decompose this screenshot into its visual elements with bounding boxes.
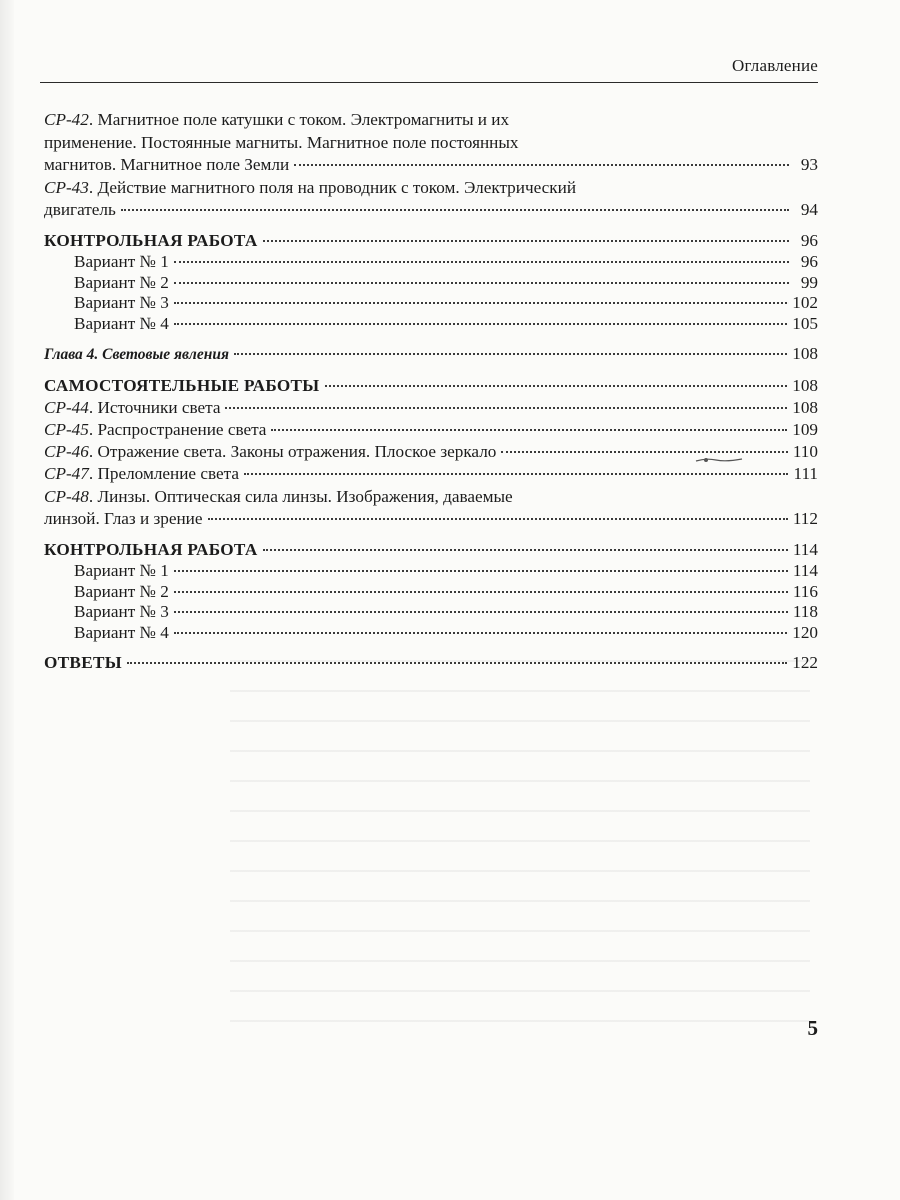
page-ref: 108 xyxy=(792,376,818,395)
toc-variant xyxy=(74,561,818,582)
page-ref: 102 xyxy=(792,293,818,312)
dot-leader xyxy=(174,632,787,634)
dot-leader xyxy=(263,240,789,242)
table-of-contents xyxy=(44,108,818,674)
work-code: СР-44 xyxy=(44,398,89,417)
page-ref: 109 xyxy=(792,420,818,439)
toc-entry-control-work xyxy=(44,539,818,561)
section-heading: САМОСТОЯТЕЛЬНЫЕ РАБОТЫ xyxy=(44,376,320,395)
work-code: СР-43 xyxy=(44,178,89,197)
toc-entry-sr48 xyxy=(44,485,818,530)
entry-title-line: . Магнитное поле катушки с током. Электромагниты и их xyxy=(88,110,510,129)
toc-entry-sr45 xyxy=(44,419,818,441)
entry-title-text: . Источники света xyxy=(88,398,221,417)
toc-line xyxy=(44,375,818,397)
toc-line xyxy=(44,397,818,419)
entry-title-text: . Распространение света xyxy=(88,420,267,439)
header-rule xyxy=(40,82,818,83)
toc-line xyxy=(44,199,818,221)
entry-title-text: . Преломление света xyxy=(88,464,239,483)
work-code: СР-46 xyxy=(44,442,89,461)
page-ref: 94 xyxy=(800,200,818,219)
page-ref: 111 xyxy=(793,464,818,483)
page-ref: 114 xyxy=(792,540,818,559)
entry-title-line: применение. Постоянные магниты. Магнитное поле постоянных xyxy=(44,133,519,152)
toc-variant xyxy=(74,252,818,273)
entry-title-line: двигатель xyxy=(44,200,116,219)
page-ref: 122 xyxy=(792,653,818,672)
toc-line xyxy=(44,539,818,561)
entry-title-text: . Отражение света. Законы отражения. Плоское зеркало xyxy=(88,442,497,461)
toc-entry-sr42 xyxy=(44,108,818,176)
entry-title-line: линзой. Глаз и зрение xyxy=(44,509,203,528)
toc-variant xyxy=(74,582,818,603)
toc-entry-text xyxy=(44,176,818,199)
page-ref: 96 xyxy=(800,231,818,250)
dot-leader xyxy=(174,302,787,304)
toc-line xyxy=(44,652,818,674)
page-ref: 96 xyxy=(800,252,818,271)
dot-leader xyxy=(121,209,789,211)
entry-title xyxy=(44,463,242,485)
work-code: СР-42 xyxy=(44,110,89,129)
page-ref: 114 xyxy=(792,561,818,580)
dot-leader xyxy=(208,518,788,520)
page-ref: 110 xyxy=(792,442,818,461)
toc-line xyxy=(44,154,818,176)
toc-entry-sr44 xyxy=(44,397,818,419)
toc-entry-independent-works xyxy=(44,375,818,397)
dot-leader xyxy=(244,473,789,475)
entry-title xyxy=(44,397,223,419)
toc-variant xyxy=(74,602,818,623)
page-ref: 99 xyxy=(800,272,818,292)
toc-entry-text xyxy=(44,108,818,131)
page-edge xyxy=(0,0,14,1200)
dot-leader xyxy=(271,429,787,431)
toc-line xyxy=(44,419,818,441)
page-ref: 116 xyxy=(792,581,818,601)
section-heading: КОНТРОЛЬНАЯ РАБОТА xyxy=(44,231,258,250)
entry-title xyxy=(44,419,269,441)
variant-label: Вариант № 4 xyxy=(74,313,169,333)
toc-entry-chapter-4 xyxy=(44,343,818,366)
variant-list xyxy=(44,561,818,643)
page-ref: 105 xyxy=(792,313,818,333)
toc-entry-sr43 xyxy=(44,176,818,221)
page-ref: 112 xyxy=(792,509,818,528)
variant-list xyxy=(44,252,818,334)
variant-label: Вариант № 1 xyxy=(74,252,169,271)
toc-line xyxy=(44,463,818,485)
dot-leader xyxy=(174,591,788,593)
toc-entry-text xyxy=(44,485,818,508)
dot-leader xyxy=(294,164,789,166)
page-ref: 120 xyxy=(792,622,818,642)
work-code: СР-47 xyxy=(44,464,89,483)
toc-variant xyxy=(74,623,818,644)
toc-variant xyxy=(74,273,818,294)
entry-title-line: магнитов. Магнитное поле Земли xyxy=(44,155,290,174)
page-ref: 108 xyxy=(792,398,818,417)
entry-title xyxy=(44,441,499,463)
toc-variant xyxy=(74,293,818,314)
dot-leader xyxy=(174,261,789,263)
variant-label: Вариант № 3 xyxy=(74,602,169,621)
entry-title-line: . Линзы. Оптическая сила линзы. Изображения, даваемые xyxy=(88,487,513,506)
section-heading: ОТВЕТЫ xyxy=(44,653,122,672)
toc-line xyxy=(44,508,818,530)
page-ref: 108 xyxy=(792,344,818,363)
toc-variant xyxy=(74,314,818,335)
dot-leader xyxy=(174,282,789,284)
dot-leader xyxy=(263,549,788,551)
variant-label: Вариант № 2 xyxy=(74,272,169,292)
toc-line xyxy=(44,230,818,252)
toc-entry-sr47 xyxy=(44,463,818,485)
dot-leader xyxy=(174,611,788,613)
toc-entry-answers xyxy=(44,652,818,674)
toc-entry-control-work xyxy=(44,230,818,252)
entry-title-line: . Действие магнитного поля на проводник с током. Электрический xyxy=(88,178,577,197)
page-ref: 93 xyxy=(800,155,818,174)
page-number: 5 xyxy=(807,1016,818,1040)
running-head: Оглавление xyxy=(732,56,818,75)
variant-label: Вариант № 1 xyxy=(74,561,169,580)
page-ref: 118 xyxy=(792,602,818,621)
show-through-text xyxy=(230,660,810,1030)
work-code: СР-48 xyxy=(44,487,89,506)
dot-leader xyxy=(501,451,787,453)
dot-leader xyxy=(234,353,787,355)
pen-mark xyxy=(694,456,744,464)
dot-leader xyxy=(174,323,787,325)
work-code: СР-45 xyxy=(44,420,89,439)
section-heading: КОНТРОЛЬНАЯ РАБОТА xyxy=(44,540,258,559)
dot-leader xyxy=(127,662,787,664)
dot-leader xyxy=(225,407,787,409)
dot-leader xyxy=(174,570,788,572)
dot-leader xyxy=(325,385,788,387)
variant-label: Вариант № 3 xyxy=(74,293,169,312)
chapter-heading: Глава 4. Световые явления xyxy=(44,346,229,363)
toc-line xyxy=(44,343,818,366)
variant-label: Вариант № 2 xyxy=(74,581,169,601)
variant-label: Вариант № 4 xyxy=(74,622,169,642)
